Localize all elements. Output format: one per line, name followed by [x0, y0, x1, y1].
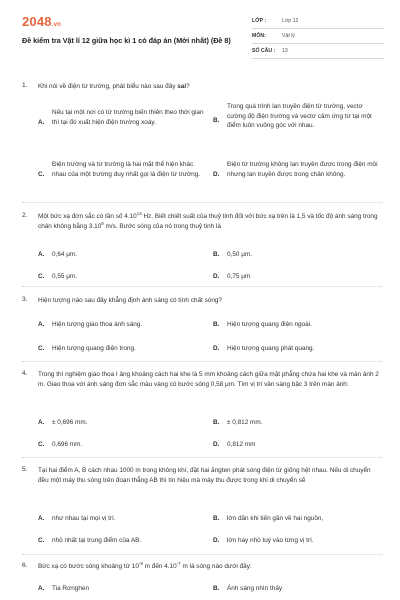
- option-label: D.: [213, 170, 220, 178]
- question-5: [22, 466, 382, 550]
- question-divider: [22, 457, 382, 458]
- option-label: A.: [38, 515, 45, 522]
- stem-text: m/s. Bước sóng của nó trong thuỷ tinh là: [103, 223, 221, 230]
- option-label: A.: [38, 321, 45, 328]
- question-divider: [22, 361, 382, 362]
- option-text: Điện từ trường không lan truyền được trong điện môi nhưng lan truyền được trong chân không.: [227, 161, 378, 178]
- option-text: Điện trường và từ trường là hai mặt thể hiện khác nhau của một trường duy nhất gọi là điện từ trường.: [52, 161, 201, 178]
- question-divider: [22, 202, 382, 203]
- option-label: D.: [213, 345, 220, 352]
- stem-superscript: -9: [138, 560, 143, 566]
- option-label: C.: [38, 273, 45, 280]
- question-stem: Trong thí nghiệm giao thoa I âng khoảng cách hai khe là 5 mm khoảng cách giữa mặt phẳng chứa hai khe và màn ảnh 2 m. Giao thoa với ánh sáng đơn sắc màu vàng có bước sóng 0,58 μm. Tìm vị trí vân sáng bậc 3 trên màn ảnh:: [38, 371, 379, 388]
- meta-row-class: [252, 14, 384, 29]
- question-number: 6.: [22, 562, 28, 569]
- question-number: 5.: [22, 466, 28, 473]
- option-label: C.: [38, 441, 45, 448]
- stem-text: Một bức xạ đơn sắc có tần số 4.10: [38, 213, 137, 220]
- option-text: nhỏ nhất tại trung điểm của AB.: [52, 537, 142, 544]
- option-label: A.: [38, 251, 45, 258]
- question-stem: Hiện tượng nào sau đây khẳng định ánh sáng có tính chất sóng?: [38, 297, 222, 304]
- option-label: D.: [213, 441, 220, 448]
- option-label: B.: [213, 117, 220, 125]
- option-label: D.: [213, 273, 220, 280]
- question-number: 2.: [22, 212, 28, 219]
- option-text: 0,50 μm.: [227, 251, 252, 258]
- question-stem: [38, 212, 382, 232]
- question-divider: [22, 554, 382, 555]
- question-number: 4.: [22, 370, 28, 377]
- logo-tld-text: .vn: [51, 22, 62, 28]
- option-label: C.: [38, 170, 45, 178]
- option-label: A.: [38, 585, 45, 592]
- stem-superscript: 8: [101, 220, 104, 226]
- question-3: [22, 296, 382, 356]
- option-label: C.: [38, 345, 45, 352]
- option-label: B.: [213, 515, 220, 522]
- option-text: 0,64 μm.: [52, 251, 77, 258]
- question-6: [22, 562, 382, 598]
- option-label: A.: [38, 419, 45, 426]
- meta-key: LỚP :: [252, 18, 267, 24]
- stem-text: m đến 4.10: [142, 563, 177, 570]
- option-text: lớn hay nhỏ tuỳ vào từng vị trí.: [227, 537, 314, 544]
- option-label: B.: [213, 585, 220, 592]
- option-text: ± 0,696 mm.: [52, 419, 88, 426]
- option-text: Trong quá trình lan truyền điện từ trường, vectơ cường độ điện trường và vectơ cảm ứng từ tại một điểm luôn vuông góc với nhau.: [227, 103, 372, 130]
- stem-text: m là sóng nào dưới đây:: [180, 563, 252, 570]
- option-text: như nhau tại mọi vị trí.: [52, 515, 116, 522]
- stem-text: ?: [186, 83, 190, 90]
- option-text: ± 0,812 mm.: [227, 419, 263, 426]
- question-number: 3.: [22, 296, 28, 303]
- option-text: 0,75 μm: [227, 273, 251, 280]
- stem-text: Bức xạ có bước sóng khoảng từ 10: [38, 563, 139, 570]
- option-text: lớn dần khi tiến gần về hai nguồn,: [227, 515, 324, 522]
- option-text: Hiện tượng quang điện ngoài.: [227, 321, 312, 328]
- meta-row-count: [252, 44, 384, 59]
- document-header: [22, 14, 382, 66]
- question-number: 1.: [22, 82, 28, 89]
- option-text: Hiện tượng quang phát quang.: [227, 345, 315, 352]
- meta-key: MÔN:: [252, 33, 266, 39]
- question-divider: [22, 286, 382, 287]
- meta-row-subject: [252, 29, 384, 44]
- option-text: Tia Rơnghen: [52, 585, 89, 592]
- meta-value: 13: [282, 48, 288, 54]
- stem-superscript: 14: [136, 210, 142, 216]
- site-logo[interactable]: [22, 14, 61, 29]
- meta-info-table: [252, 14, 384, 59]
- option-label: B.: [213, 251, 220, 258]
- option-text: Ánh sáng nhìn thấy: [227, 585, 283, 592]
- option-text: Hiện tượng quang điện trong.: [52, 345, 136, 352]
- option-label: B.: [213, 321, 220, 328]
- meta-value: Lớp 12: [282, 18, 299, 24]
- question-4: [22, 370, 382, 454]
- option-label: B.: [213, 419, 220, 426]
- option-label: A.: [38, 118, 45, 126]
- option-label: C.: [38, 537, 45, 544]
- option-text: 0,55 μm.: [52, 273, 77, 280]
- stem-superscript: -7: [176, 560, 181, 566]
- option-label: D.: [213, 537, 220, 544]
- stem-text: Hz. Biết chiết suất của thuỷ tinh đối với bức xạ trên là 1,5 và tốc độ ánh sáng trong chân không bằng 3.10: [38, 213, 378, 230]
- option-text: Hiện tượng giao thoa ánh sáng.: [52, 321, 143, 328]
- question-stem: Tại hai điểm A, B cách nhau 1000 m trong không khí, đặt hai ăngten phát sóng điện từ giống hệt nhau. Nếu di chuyển đều một máy thu sóng trên đoạn thẳng AB thì tín hiệu mà máy thu được trong khi di chuyển sẽ: [38, 467, 371, 484]
- page-title: Đề kiểm tra Vật lí 12 giữa học kì 1 có đáp án (Mới nhất) (Đề 8): [22, 36, 231, 45]
- question-1: [22, 82, 382, 190]
- question-2: [22, 212, 382, 282]
- option-text: 0,696 mm.: [52, 441, 83, 448]
- meta-key: SỐ CÂU :: [252, 48, 276, 54]
- meta-value: Vật lý: [282, 33, 295, 39]
- question-stem: [38, 562, 382, 572]
- question-stem: [38, 82, 382, 92]
- option-text: 0,812 mm: [227, 441, 256, 448]
- option-text: Nếu tại một nơi có từ trường biến thiên theo thời gian thì tại đó xuất hiện điện trường xoáy.: [52, 109, 204, 126]
- logo-main-text: 2048: [22, 14, 52, 29]
- stem-emphasis: sai: [177, 83, 187, 90]
- stem-text: Khi nói về điện từ trường, phát biểu nào sau đây: [38, 83, 178, 90]
